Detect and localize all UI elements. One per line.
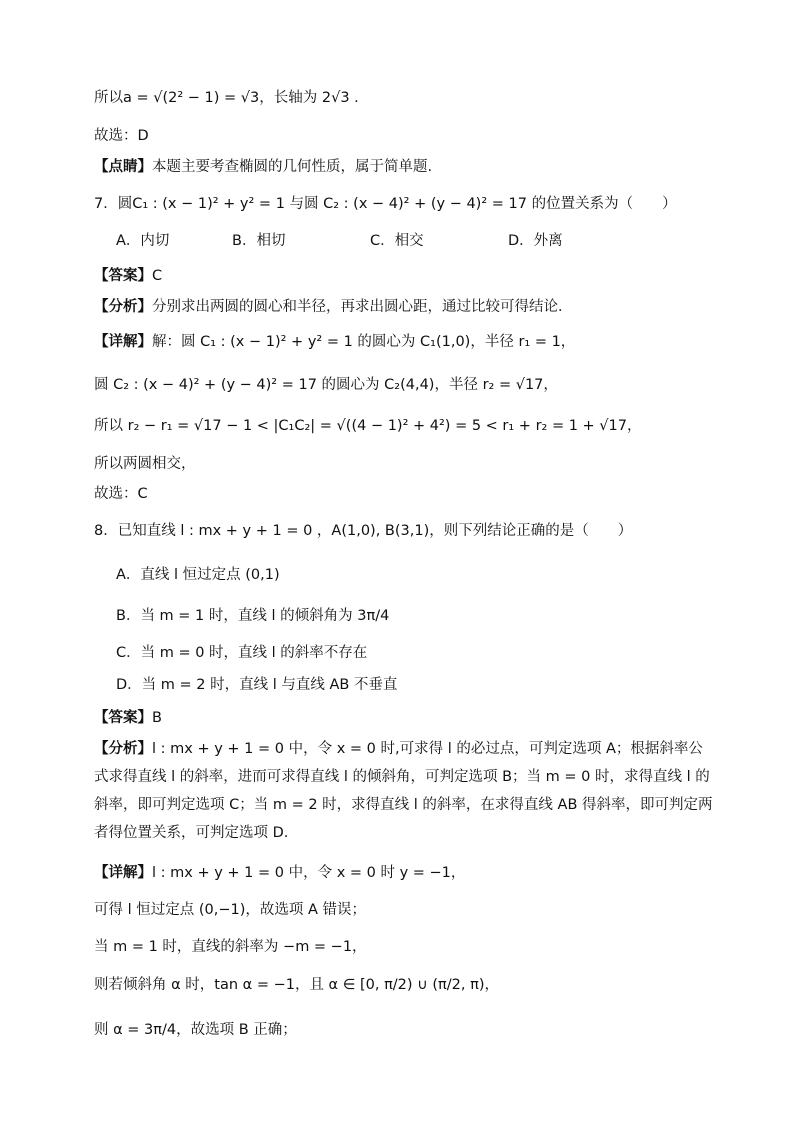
option-c: C．相交 bbox=[370, 233, 424, 249]
option-d: D．外离 bbox=[508, 233, 563, 249]
section-tag: 【详解】 bbox=[94, 865, 152, 881]
option-d: D．当 m = 2 时，直线 l 与直线 AB 不垂直 bbox=[116, 677, 398, 693]
answer-line bbox=[94, 266, 734, 286]
question-7: 7．圆C₁ : (x − 1)² + y² = 1 与圆 C₂ : (x − 4)² + (y − 4)² = 17 的位置关系为（ ） bbox=[94, 196, 677, 212]
option-c: C．当 m = 0 时，直线 l 的斜率不存在 bbox=[116, 645, 368, 661]
option-a: A．直线 l 恒过定点 (0,1) bbox=[116, 567, 280, 583]
text-content: l : mx + y + 1 = 0 中，令 x = 0 时 y = −1， bbox=[152, 865, 466, 881]
detail-line: 则 α = 3π/4，故选项 B 正确； bbox=[94, 1022, 297, 1038]
detail-line bbox=[94, 863, 734, 883]
section-tag: 【分析】 bbox=[94, 299, 152, 315]
detail-line: 可得 l 恒过定点 (0,−1)，故选项 A 错误； bbox=[94, 902, 367, 918]
text-line: 故选：D bbox=[94, 128, 149, 144]
answer-line bbox=[94, 708, 734, 728]
detail-line: 所以 r₂ − r₁ = √17 − 1 < |C₁C₂| = √((4 − 1)² + 4²) = 5 < r₁ + r₂ = 1 + √17， bbox=[94, 418, 642, 434]
section-tag: 【点睛】 bbox=[94, 159, 152, 175]
detail-line: 所以两圆相交， bbox=[94, 456, 196, 472]
section-tag: 【分析】 bbox=[94, 741, 152, 757]
text-content: l : mx + y + 1 = 0 中，令 x = 0 时,可求得 l 的必过点，可判定选项 A；根据斜率公式求得直线 l 的斜率，进而可求得直线 l 的倾斜角，可判定选项 B；当 m = 0 时，求得直线 l 的斜率，即可判定选项 C；当 m = 2 时，求得直线 l 的斜率，在求得直线 AB 得斜率，即可判定两者得位置关系，可判定选项 D. bbox=[94, 741, 713, 841]
analysis-line bbox=[94, 297, 734, 317]
section-tag: 【答案】 bbox=[94, 710, 152, 726]
text-line: 所以a = √(2² − 1) = √3，长轴为 2√3 . bbox=[94, 90, 359, 106]
text-line bbox=[94, 157, 734, 177]
section-tag: 【详解】 bbox=[94, 334, 152, 350]
question-8: 8．已知直线 l : mx + y + 1 = 0 ，A(1,0), B(3,1)，则下列结论正确的是（ ） bbox=[94, 523, 633, 539]
text-content: 本题主要考查椭圆的几何性质，属于简单题. bbox=[152, 159, 433, 175]
option-a: A．内切 bbox=[116, 233, 170, 249]
section-tag: 【答案】 bbox=[94, 268, 152, 284]
detail-line: 圆 C₂ : (x − 4)² + (y − 4)² = 17 的圆心为 C₂(4,4)，半径 r₂ = √17， bbox=[94, 377, 558, 393]
detail-line: 故选：C bbox=[94, 486, 148, 502]
text-content: 解：圆 C₁ : (x − 1)² + y² = 1 的圆心为 C₁(1,0)，半径 r₁ = 1， bbox=[152, 334, 576, 350]
text-content: 分别求出两圆的圆心和半径，再求出圆心距，通过比较可得结论． bbox=[152, 299, 573, 315]
option-b: B．当 m = 1 时，直线 l 的倾斜角为 3π/4 bbox=[116, 608, 390, 624]
detail-line bbox=[94, 332, 734, 352]
text-content: C bbox=[152, 268, 163, 284]
text-content: B bbox=[152, 710, 162, 726]
analysis-paragraph bbox=[94, 735, 714, 847]
detail-line: 则若倾斜角 α 时，tan α = −1，且 α ∈ [0, π/2) ∪ (π/2, π)， bbox=[94, 977, 499, 993]
detail-line: 当 m = 1 时，直线的斜率为 −m = −1， bbox=[94, 939, 367, 955]
option-b: B．相切 bbox=[232, 233, 286, 249]
